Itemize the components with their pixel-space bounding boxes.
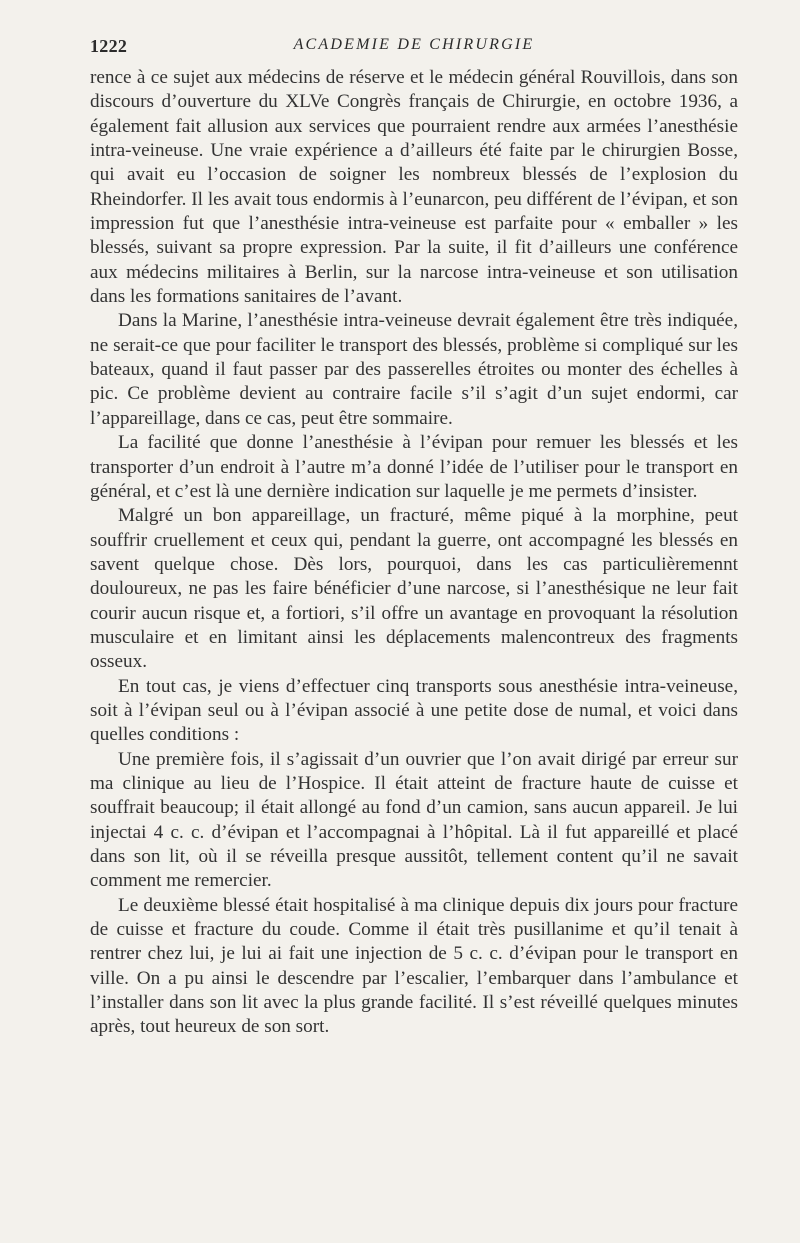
paragraph-continuation: rence à ce sujet aux médecins de réserve et le médecin général Rouvillois, dans son discours d’ouverture du XLVe Congrès français de Chirurgie, en octobre 1936, a également fait allusion aux services que pourraient rendre aux armées l’anesthésie intra-veineuse. Une vraie expérience a d’ailleurs été faite par le chirurgien Bosse, qui avait eu l’occasion de soigner les nombreux blessés de l’explosion du Rheindorfer. Il les avait tous endormis à l’eunarcon, peu différent de l’évipan, et son impression fut que l’anesthésie intra-veineuse est parfaite pour « emballer » les blessés, suivant sa propre expression. Par la suite, il fit d’ailleurs une conférence aux médecins militaires à Berlin, sur la narcose intra-veineuse et son utilisation dans les formations sanitaires de l’avant. xyxy=(90,67,738,308)
running-title: ACADEMIE DE CHIRURGIE xyxy=(293,36,535,53)
paragraph-fracture-pain: Malgré un bon appareillage, un fracturé, même piqué à la morphine, peut souffrir cruellement et ceux qui, pendant la guerre, ont accompagné les blessés en savent quelque chose. Dès lors, pourquoi, dans les cas particulièremennt douloureux, ne pas les faire bénéficier d’une narcose, si l’anesthésique ne leur fait courir aucun risque et, a fortiori, s’il offre un avantage en provoquant la résolution musculaire et en limitant ainsi les déplacements malencontreux des fragments osseux. xyxy=(90,505,738,673)
page-number: 1222 xyxy=(90,36,128,56)
paragraph-second-case: Le deuxième blessé était hospitalisé à ma clinique depuis dix jours pour fracture de cuisse et fracture du coude. Comme il était très pusillanime et qu’il tenait à rentrer chez lui, je lui ai fait une injection de 5 c. c. d’évipan pour le transport en ville. On a pu ainsi le descendre par l’escalier, l’embarquer dans l’ambulance et l’installer dans son lit avec la plus grande facilité. Il s’est réveillé quelques minutes après, tout heureux de son sort. xyxy=(90,894,738,1038)
paragraph-transport-idea: La facilité que donne l’anesthésie à l’évipan pour remuer les blessés et les transporter d’un endroit à l’autre m’a donné l’idée de l’utiliser pour le transport en général, et c’est là une dernière indication sur laquelle je me permets d’insister. xyxy=(90,432,738,502)
paragraph-first-case: Une première fois, il s’agissait d’un ouvrier que l’on avait dirigé par erreur sur ma clinique au lieu de l’Hospice. Il était atteint de fracture haute de cuisse et souffrait beaucoup; il était allongé au fond d’un camion, sans aucun appareil. Je lui injectai 4 c. c. d’évipan et l’accompagnai à l’hôpital. Là il fut appareillé et placé dans son lit, où il se réveilla presque aussitôt, tellement content qu’il ne savait comment me remercier. xyxy=(90,748,738,892)
paragraph-five-transports: En tout cas, je viens d’effectuer cinq transports sous anesthésie intra-veineuse, soit à l’évipan seul ou à l’évipan associé à une petite dose de numal, et voici dans quelles conditions : xyxy=(90,675,738,746)
paragraph-marine: Dans la Marine, l’anesthésie intra-veineuse devrait également être très indiquée, ne serait-ce que pour faciliter le transport des blessés, problème si compliqué sur les bateaux, quand il faut passer par des passerelles étroites ou monter des échelles à pic. Ce problème devient au contraire facile s’il s’agit d’un sujet endormi, car l’appareillage, dans ce cas, peut être sommaire. xyxy=(90,310,738,429)
page-header xyxy=(90,36,738,60)
body-text xyxy=(90,66,738,1040)
